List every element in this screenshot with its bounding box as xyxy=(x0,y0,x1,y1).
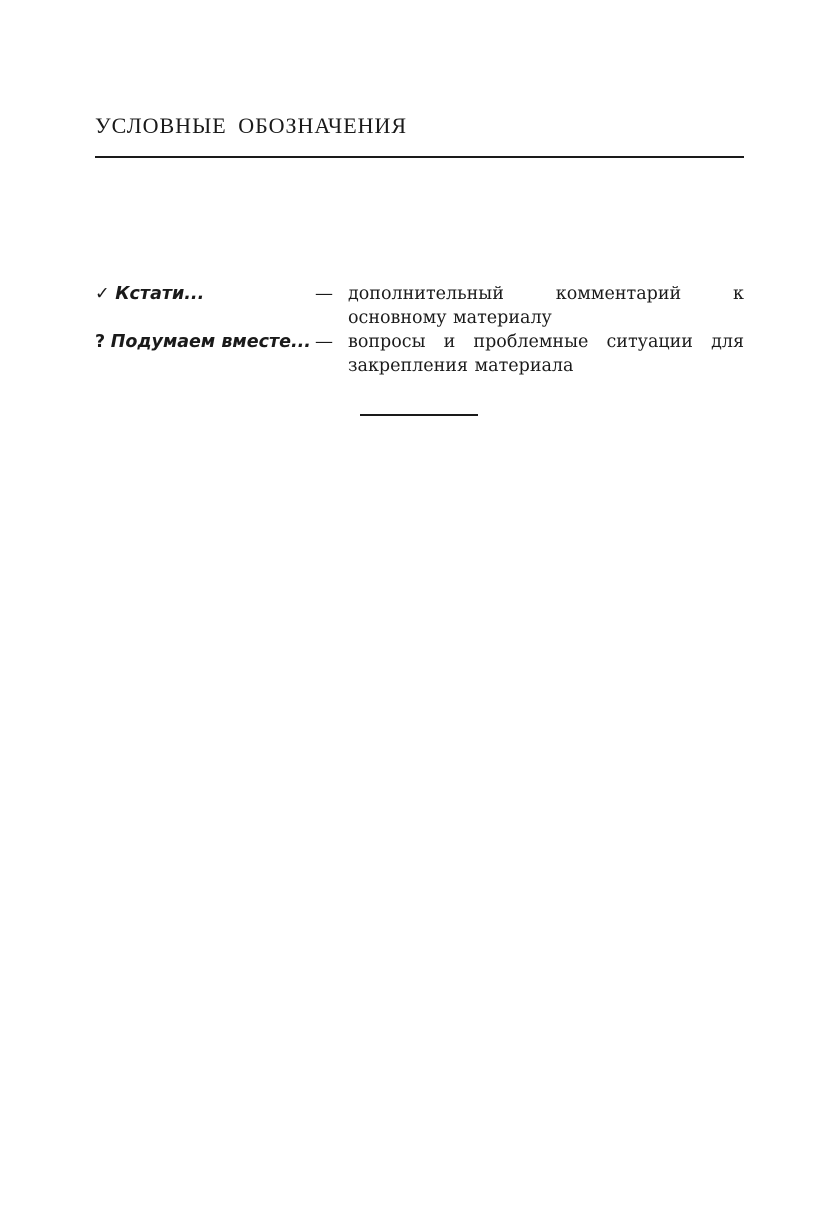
legend-definition: дополнительный комментарий к основному материалу xyxy=(348,284,744,328)
page-title: УСЛОВНЫЕ ОБОЗНАЧЕНИЯ xyxy=(95,113,408,138)
legend-term xyxy=(95,330,311,354)
legend-definition: вопросы и проблемные ситуации для закрепления материала xyxy=(348,332,744,376)
legend-item-kstati xyxy=(95,282,744,332)
legend-term-label: Подумаем вместе... xyxy=(110,332,311,352)
check-icon: ✓ xyxy=(95,284,110,304)
legend-term xyxy=(95,282,204,306)
legend-item-podumaem xyxy=(95,330,744,380)
question-icon: ? xyxy=(95,332,106,352)
title-divider xyxy=(95,156,744,158)
end-divider xyxy=(360,414,478,416)
legend-dash: — xyxy=(315,283,333,304)
legend-dash: — xyxy=(315,331,333,352)
legend-term-label: Кстати... xyxy=(115,284,205,304)
